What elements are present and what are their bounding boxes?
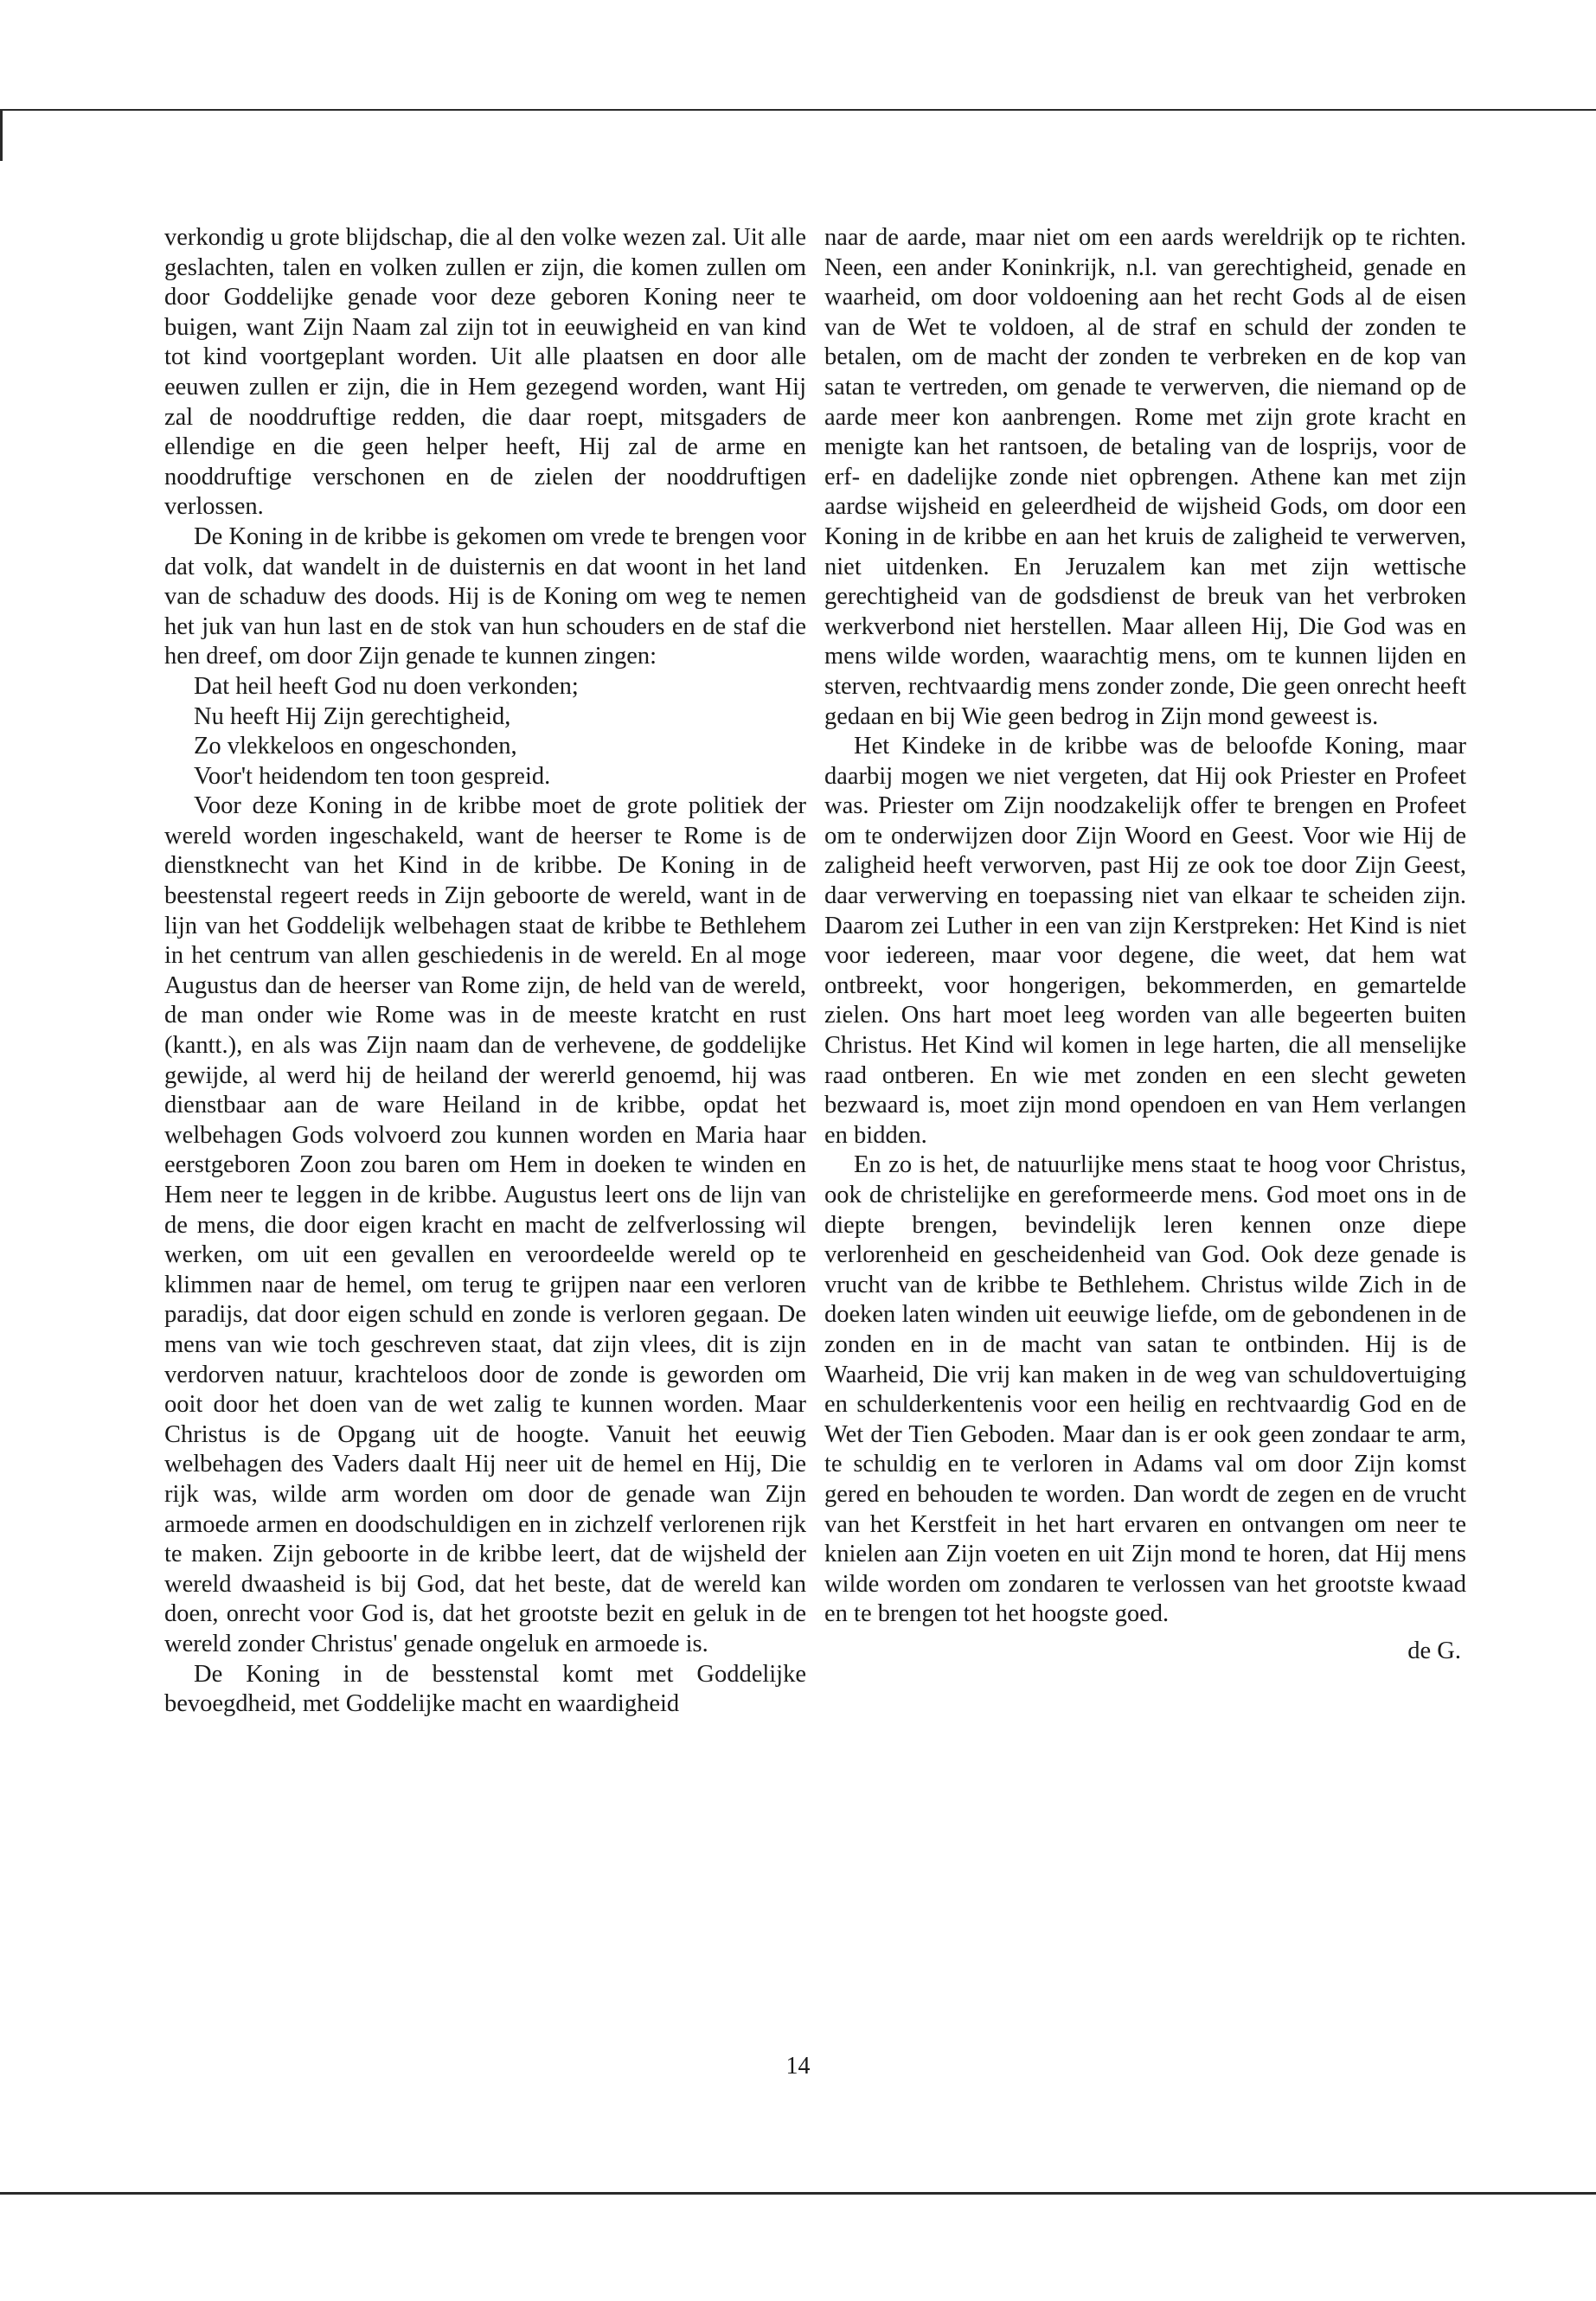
left-column: [164, 223, 806, 1720]
paragraph: Het Kindeke in de kribbe was de beloofde Koning, maar daarbij mogen we niet vergeten, dat Hij ook Priester en Profeet was. Priester om Zijn noodzakelijk offer te brengen en Profeet om te onderwijzen door Zijn Woord en Geest. Voor wie Hij de zaligheid heeft verworven, past Hij ze ook toe door Zijn Geest, daar verwerving en toepassing niet van elkaar te scheiden zijn. Daarom zei Luther in een van zijn Kerstpreken: Het Kind is niet voor iedereen, maar voor degene, die weet, dat hem wat ontbreekt, voor hongerigen, bekommerden, en gemartelde zielen. Ons hart moet leeg worden van alle begeerten buiten Christus. Het Kind wil komen in lege harten, die all menselijke raad ontberen. En wie met zonden en een slecht geweten bezwaard is, moet zijn mond opendoen en van Hem verlangen en bidden.: [824, 733, 1466, 1149]
hymn-verse: [164, 672, 806, 792]
right-column: [824, 223, 1466, 1667]
page-number: 14: [785, 2053, 811, 2080]
verse-line: Dat heil heeft God nu doen verkonden;: [194, 672, 579, 700]
verse-line: Nu heeft Hij Zijn gerechtigheid,: [194, 702, 511, 730]
verse-line: Zo vlekkeloos en ongeschonden,: [194, 733, 517, 760]
paragraph: En zo is het, de natuurlijke mens staat te hoog voor Christus, ook de christelijke en gereformeerde mens. God moet ons in de diepte brengen, bevindelijk leren kennen onze diepe verlorenheid en gescheidenheid van God. Ook deze genade is vrucht van de kribbe te Bethlehem. Christus wilde Zich in de doeken laten winden uit eeuwige liefde, om de gebondenen in de zonden en in de macht van satan te ontbinden. Hij is de Waarheid, Die vrij kan maken in de weg van schuldovertuiging en schulderkentenis voor een heilig en rechtvaardig God en de Wet der Tien Geboden. Maar dan is er ook geen zondaar te arm, te schuldig en te verloren in Adams val om door Zijn komst gered en behouden te worden. Dan wordt de zegen en de vrucht van het Kerstfeit in het hart ervaren en ontvangen om neer te knielen aan Zijn voeten en uit Zijn mond te horen, dat Hij mens wilde worden om zondaren te verlossen van het grootste kwaad en te brengen tot het hoogste goed.: [824, 1151, 1466, 1628]
paragraph: verkondig u grote blijdschap, die al den volke wezen zal. Uit alle geslachten, talen en volken zullen er zijn, die komen zullen om door Goddelijke genade voor deze geboren Koning neer te buigen, want Zijn Naam zal zijn tot in eeuwigheid en van kind tot kind voortgeplant worden. Uit alle plaatsen en door alle eeuwen zullen er zijn, die in Hem gezegend worden, want Hij zal de nooddruftige redden, die daar roept, mitsgaders de ellendige en die geen helper heeft, Hij zal de arme en nooddruftige verschonen en de zielen der nooddruftigen verlossen.: [164, 224, 806, 521]
paragraph: naar de aarde, maar niet om een aards wereldrijk op te richten. Neen, een ander Koninkrijk, n.l. van gerechtigheid, genade en waarheid, om door voldoening aan het recht Gods al de eisen van de Wet te voldoen, al de straf en schuld der zonden te betalen, om de macht der zonden te verbreken en de kop van satan te vertreden, om genade te verwerven, die niemand op de aarde meer kon aanbrengen. Rome met zijn grote kracht en menigte kan het rantsoen, de betaling van de losprijs, voor de erf- en dadelijke zonde niet opbrengen. Athene kan met zijn aardse wijsheid en geleerdheid de wijsheid Gods, om door een Koning in de kribbe en aan het kruis de zaligheid te verwerven, niet uitdenken. En Jeruzalem kan met zijn wettische gerechtigheid van de godsdienst de breuk van het verbroken werkverbond niet herstellen. Maar alleen Hij, Die God was en mens wilde worden, waarachtig mens, om te kunnen lijden en sterven, rechtvaardig mens zonder zonde, Die geen onrecht heeft gedaan en bij Wie geen bedrog in Zijn mond geweest is.: [824, 224, 1466, 730]
paragraph: De Koning in de kribbe is gekomen om vrede te brengen voor dat volk, dat wandelt in de duisternis en dat woont in het land van de schaduw des doods. Hij is de Koning om weg te nemen het juk van hun last en de stok van hun schouders en de staf die hen dreef, om door Zijn genade te kunnen zingen:: [164, 522, 806, 670]
bottom-rule: [0, 2192, 1596, 2195]
author-signature: de G.: [1407, 1637, 1461, 1664]
paragraph: Voor deze Koning in de kribbe moet de grote politiek der wereld worden ingeschakeld, want de heerser te Rome is de dienstknecht van het Kind in de kribbe. De Koning in de beestenstal regeert reeds in Zijn geboorte de wereld, want in de lijn van het Goddelijk welbehagen staat de kribbe te Bethlehem in het centrum van allen geschiedenis in de wereld. En al moge Augustus dan de heerser van Rome zijn, de held van de wereld, de man onder wie Rome was in de meeste kratcht en rust (kantt.), en als was Zijn naam dan de verhevene, de goddelijke gewijde, al werd hij de heiland der wererld genoemd, hij was dienstbaar aan de ware Heiland in de kribbe, opdat het welbehagen Gods volvoerd zou kunnen worden en Maria haar eerstgeboren Zoon zou baren om Hem in doeken te winden en Hem neer te leggen in de kribbe. Augustus leert ons de lijn van de mens, die door eigen kracht en macht de zelfverlossing wil werken, om uit een gevallen en veroordeelde wereld op te klimmen naar de hemel, om terug te grijpen naar een verloren paradijs, dat door eigen schuld en zonde is verloren gegaan. De mens van wie toch geschreven staat, dat zijn vlees, dit is zijn verdorven natuur, krachteloos door de zonde is geworden om ooit door het doen van de wet zalig te kunnen worden. Maar Christus is de Opgang uit de hoogte. Vanuit het eeuwig welbehagen des Vaders daalt Hij neer uit de hemel en Hij, Die rijk was, wilde arm worden om door de genade wan Zijn armoede armen en doodschuldigen en in zichzelf verlorenen rijk te maken. Zijn geboorte in de kribbe leert, dat de wijsheld der wereld dwaasheid is bij God, dat het beste, dat de wereld kan doen, onrecht voor God is, dat het grootste bezit en geluk in de wereld zonder Christus' genade ongeluk en armoede is.: [164, 792, 806, 1657]
left-edge-rule: [0, 109, 3, 161]
verse-line: Voor't heidendom ten toon gespreid.: [194, 762, 551, 790]
top-rule: [0, 109, 1596, 111]
paragraph: De Koning in de besstenstal komt met Goddelijke bevoegdheid, met Goddelijke macht en waardigheid: [164, 1660, 806, 1718]
